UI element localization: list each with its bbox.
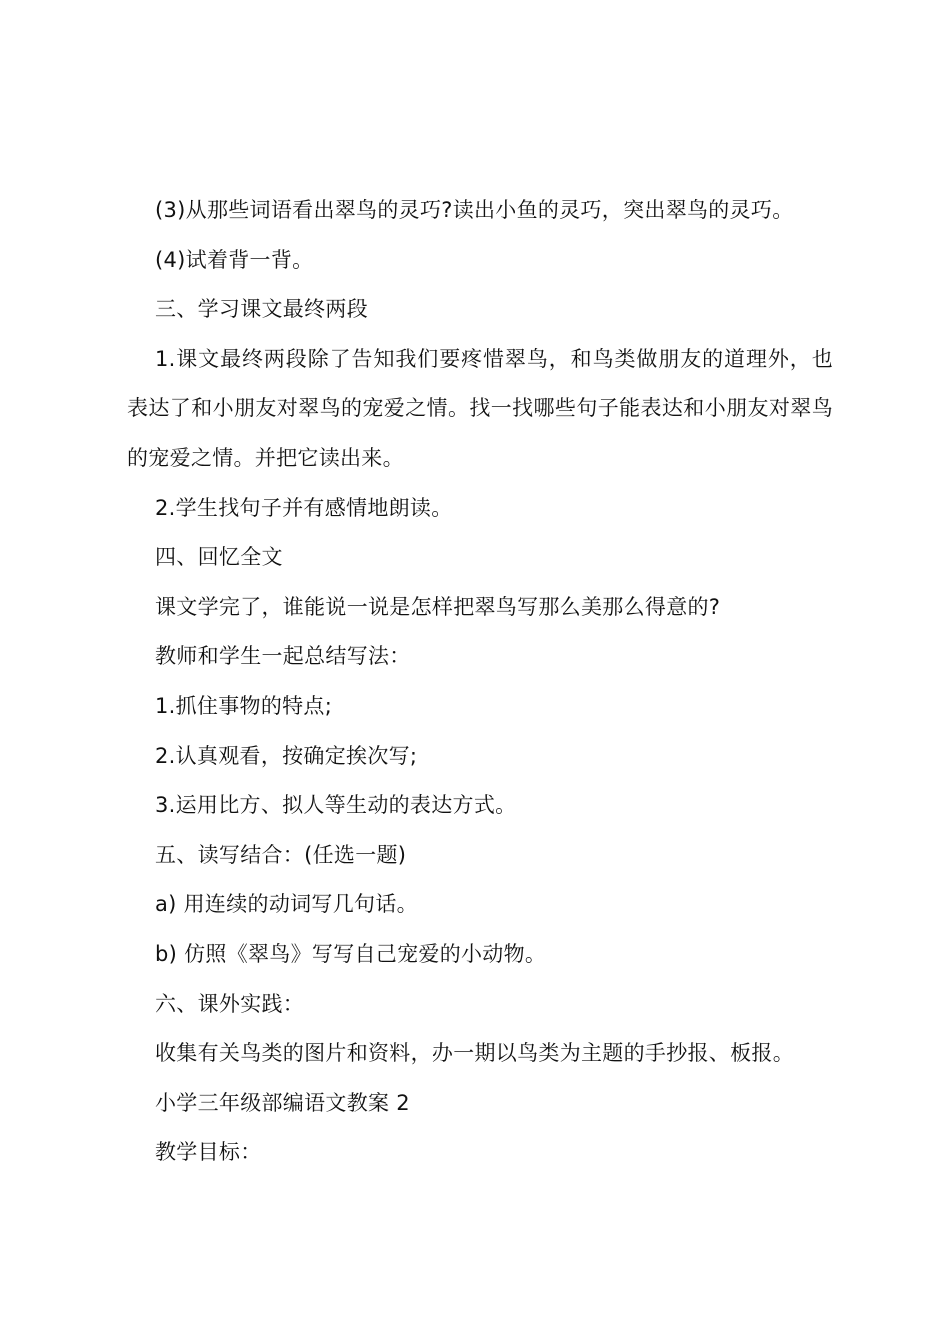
paragraph-last-two-sections: 1.课文最终两段除了告知我们要疼惜翠鸟，和鸟类做朋友的道理外，也表达了和小朋友对翠鸟的宠爱之情。找一找哪些句子能表达和小朋友对翠鸟的宠爱之情。并把它读出来。 [127, 346, 833, 470]
section-heading-6: 六、课外实践： [155, 991, 305, 1016]
section-heading-5: 五、读写结合：(任选一题) [155, 842, 407, 867]
paragraph-practice: 收集有关鸟类的图片和资料，办一期以鸟类为主题的手抄报、板报。 [155, 1041, 794, 1066]
lesson-title-2: 小学三年级部编语文教案 2 [155, 1090, 410, 1115]
list-item-1: 1.抓住事物的特点; [155, 693, 333, 718]
teaching-goals-heading: 教学目标： [155, 1140, 262, 1165]
paragraph-review-question: 课文学完了，谁能说一说是怎样把翠鸟写那么美那么得意的? [155, 594, 721, 619]
paragraph-summary-intro: 教师和学生一起总结写法： [155, 644, 411, 669]
list-item-3: 3.运用比方、拟人等生动的表达方式。 [155, 793, 517, 818]
section-heading-4: 四、回忆全文 [155, 545, 283, 570]
list-item-2: 2.认真观看，按确定挨次写; [155, 743, 418, 768]
section-heading-3: 三、学习课文最终两段 [155, 297, 368, 322]
document-body [127, 186, 833, 1178]
paragraph-step-4: (4)试着背一背。 [155, 247, 314, 272]
paragraph-step-3: (3)从那些词语看出翠鸟的灵巧?读出小鱼的灵巧，突出翠鸟的灵巧。 [155, 198, 794, 222]
option-b: b) 仿照《翠鸟》写写自己宠爱的小动物。 [155, 941, 547, 966]
paragraph-find-sentences: 2.学生找句子并有感情地朗读。 [155, 495, 453, 520]
option-a: a) 用连续的动词写几句话。 [155, 892, 418, 917]
